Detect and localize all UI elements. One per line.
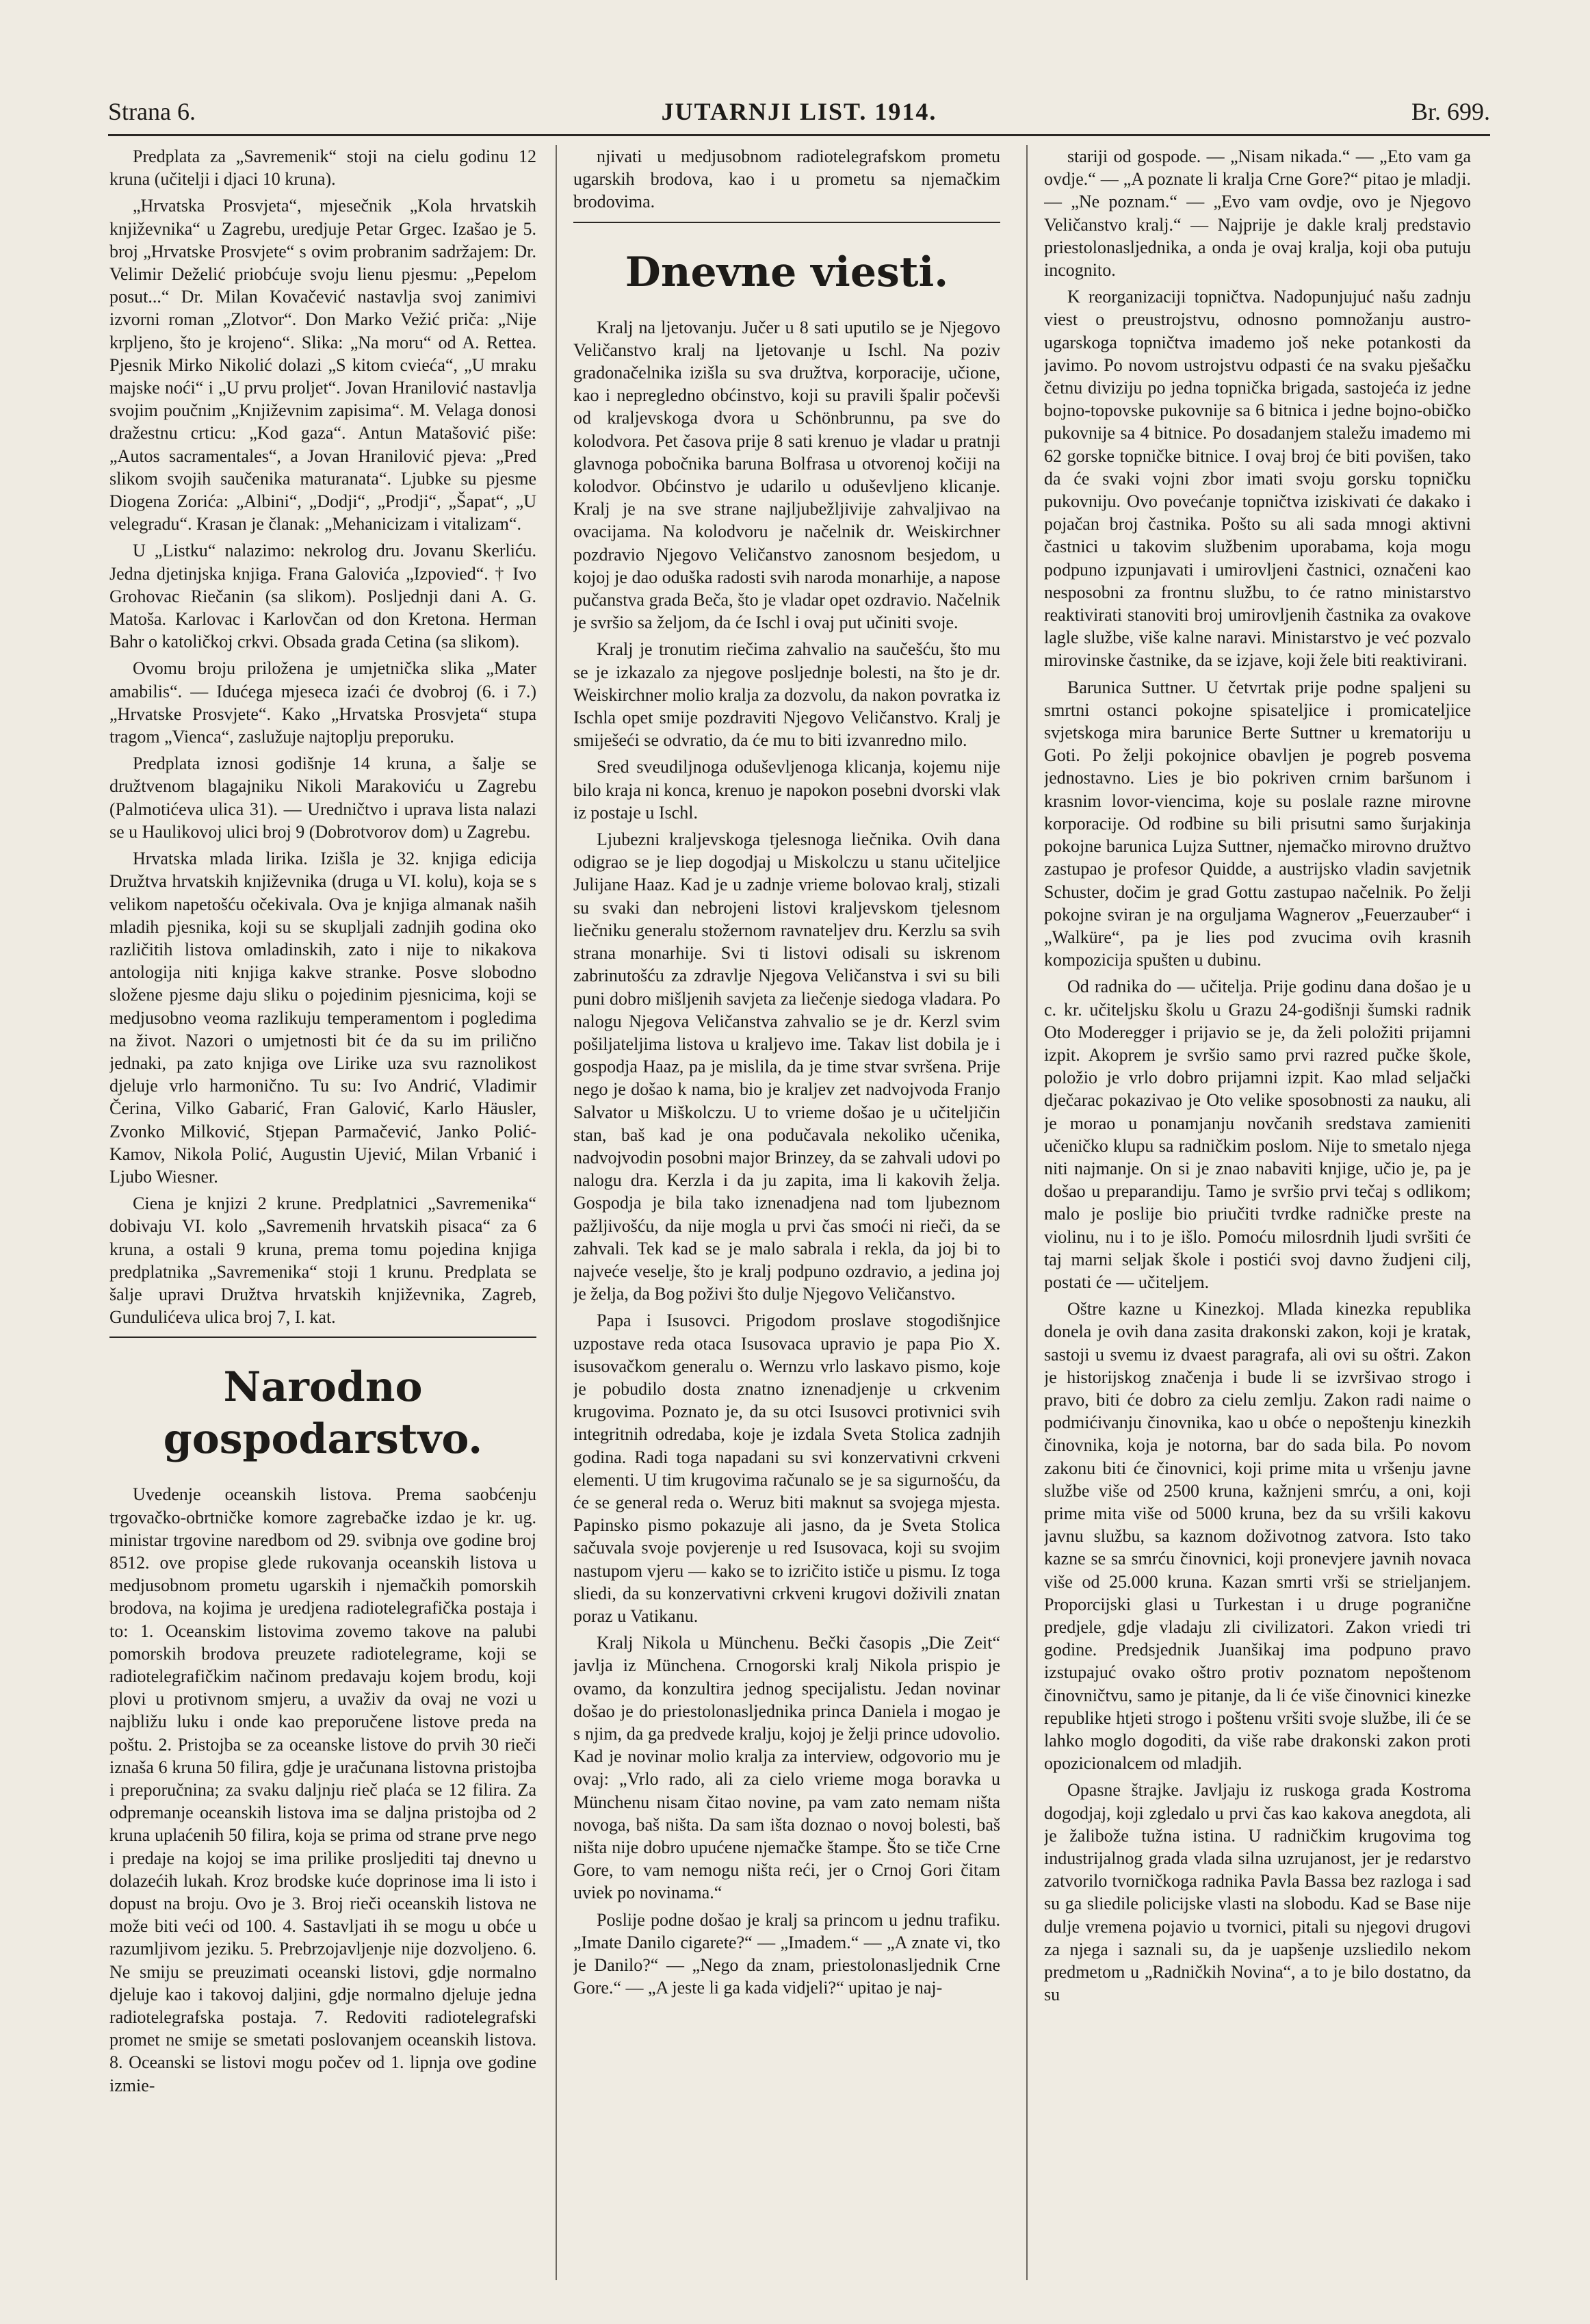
article-paragraph: Uvedenje oceanskih listova. Prema saobćenju trgovačko-obrtničke komore zagrebačke izdao je kr. ug. ministar trgovine naredbom od 29. svibnja ove godine broj 8512. ove propise glede rukovanja oceanskih listova u medjusobnom prometu ugarskih i njemačkih pomorskih brodova, na kojima je uredjena radiotelegrafička postaja i to: 1. Oceanskim listovima zovemo takove na palubi pomorskih brodova preuzete radiotelegrame, koji se radiotelegrafičkim načinom predavaju kojem brodu, koji plovi u protivnom smjeru, a uvaživ da ovaj ne vozi u najbližu luku i onde kao preporučene listove preda na poštu. 2. Pristojba se za oceanske listove do prvih 30 rieči iznaša 6 kruna 50 filira, gdje je uračunana listovna pristojba i preporučnina; za svaku daljnju rieč plaća se 12 filira. Za odpremanje oceanskih listova ima se daljna pristojba od 2 kruna uplaćenih 50 filira, koja se prima od strane prve nego i predaje na kojoj se ima prilike prosljediti taj dnevno u dolazećih lukah. Kroz brodske kuće doprinose ima li isto i dopust na broju. Ovo je 3. Broj rieči oceanskih listova ne može biti veći od 100. 4. Sastavljati ih se mogu u obće u razumljivom jeziku. 5. Prebrzojavljenje nije dozvoljeno. 6. Ne smiju se preuzimati oceanski listovi, gdje normalno djeluje kao i takovoj daljini, gdje normalno djeluje jedna radiotelegrafska postaja. 7. Redoviti radiotelegrafski promet ne smije se smetati poslovanjem oceanskih listova. 8. Oceanski se listovi mogu počev od 1. lipnja ove godine izmie- bbox=[109, 1484, 536, 2095]
page-header bbox=[108, 93, 1490, 136]
issue-number: Br. 699. bbox=[1411, 98, 1490, 125]
article-paragraph: Predplata za „Savremenik“ stoji na cielu godinu 12 kruna (učitelji i djaci 10 kruna). bbox=[109, 146, 536, 190]
article-paragraph: Ljubezni kraljevskoga tjelesnoga liečnika. Ovih dana odigrao se je liep dogodjaj u Miskolczu u stanu učiteljice Julijane Haaz. Kad je u zadnje vrieme bolovao kralj, stizali su svaki dan nebrojeni listovi kraljevskom tjelesnom liečniku generalu stožernom ravnateljev dru. Kerzlu sa svih strana monarhije. Svi ti listovi odisali su iskrenom zabrinutošću za zdravlje Njegova Veličanstva i svi su bili puni dobro mišljenih savjeta za liečenje siedoga vladara. Po nalogu Njegova Veličanstva zahvalio se je dr. Kerzl svim pošiljateljima listova u kraljevo ime. Takav list dobila je i gospodja Haaz, pa je mislila, da je time stvar svršena. Prije nego je došao k nama, bio je kraljev zet nadvojvoda Franjo Salvator u Miškolczu. U to vrieme došao je u učiteljičin stan, baš kad je ona podučavala nekoliko učenika, nadvojvodin posobni major Brinzey, da se zahvali udovi po nalogu dra. Kerzla i da ju zapita, ima li kakovih želja. Gospodja je bila tako iznenadjena nad tom ljubeznom pažljivošću, da nije mogla u prvi čas smoći ni rieči, da se zahvali. Tek kad se je malo sabrala i rekla, da joj bi to najveće veselje, što je kralj podpuno ozdravio, a jedina joj je želja, da Bog poživi što dulje Njegovo Veličanstvo. bbox=[573, 829, 1000, 1304]
column-3 bbox=[1044, 145, 1471, 2280]
section-divider bbox=[573, 222, 1000, 223]
article-paragraph: njivati u medjusobnom radiotelegrafskom prometu ugarskih brodova, kao i u prometu sa njemačkim brodovima. bbox=[573, 146, 1000, 212]
section-heading: Narodno gospodarstvo. bbox=[163, 1363, 483, 1464]
article-paragraph: „Hrvatska Prosvjeta“, mjesečnik „Kola hrvatskih književnika“ u Zagrebu, uredjuje Petar Grgec. Izašao je 5. broj „Hrvatske Prosvjete“ s ovim probranim sadržajem: Dr. Velimir Deželić priobćuje svoju lienu pjesmu: „Pepelom posut...“ Dr. Milan Kovačević nastavlja svoj zanimivi izvorni roman „Zlotvor“. Don Marko Vežić priča: „Nije krpljeno, što je krojeno“. Slika: „Na moru“ od A. Rettea. Pjesnik Mirko Nikolić dolazi „S kitom cvieća“, „U mraku majske noći“ i „U prvu proljet“. Jovan Hranilović nastavlja svojim poučnim „Književnim zapisima“. M. Velaga donosi dražestnu crticu: „Kod gaza“. Antun Matašović piše: „Autos sacramentales“, a Jovan Hranilović pjeva: „Pred slikom svojih saučenika maturanata“. Ljubke su pjesme Diogena Zorića: „Albini“, „Dodji“, „Prodji“, „Šapat“, „U velegradu“. Krasan je članak: „Mehanicizam i vitalizam“. bbox=[109, 196, 536, 534]
article-paragraph: Od radnika do — učitelja. Prije godinu dana došao je u c. kr. učiteljsku školu u Grazu 24-godišnji šumski radnik Oto Moderegger i prijavio se je, da želi položiti prijamni izpit. Akoprem je svršio samo prvi razred pučke škole, položio je vrlo dobro prijamni izpit. Kao mlad seljački dječarac pokazivao je Oto velike sposobnosti za nauku, ali je morao u ponamjanju novčanih sredstava zamieniti učeničko klupu sa radničkim poslom. Nije to smetalo njega niti najmanje. On si je znao nabaviti knjige, učio je, pa je došao u preparandiju. Tamo je svršio prvi tečaj s odlikom; malo je poslije bio priučiti tvrdke radničke preste na violinu, nu i to je išlo. Pomoću milosrdnih ljudi svršiti će taj marni seljak škole i postići svoj davno žudjeni cilj, postati će — učiteljem. bbox=[1044, 977, 1471, 1292]
section-heading: Dnevne viesti. bbox=[625, 248, 949, 296]
article-paragraph: Ovomu broju priložena je umjetnička slika „Mater amabilis“. — Idućega mjeseca izaći će dvobroj (6. i 7.) „Hrvatske Prosvjete“. Kako „Hrvatska Prosvjeta“ stupa tragom „Vienca“, zaslužuje najtoplju preporuku. bbox=[109, 658, 536, 747]
article-paragraph: Barunica Suttner. U četvrtak prije podne spaljeni su smrtni ostanci pokojne spisateljice i promicateljice svjetskoga mira barunice Berte Suttner u krematoriju u Goti. Po želji pokojnice obavljen je pogreb posvema jednostavno. Lies je bio pokriven crnim baršunom i krasnim lovor-viencima, koje su poslale razne mirovne korporacije. Od rodbine su bili prisutni samo šurjakinja pokojne barunica Lujza Suttner, njemačko mirovno družtvo zastupao je profesor Quidde, a austrijsko vladin savjetnik Schuster, dočim je grad Gottu zastupao načelnik. Po želji pokojne sviran je na orguljama Wagnerov „Feuerzauber“ i „Walküre“, pa je lies pod zvucima ovih krasnih kompozicija spušten u dubinu. bbox=[1044, 677, 1471, 970]
column-rule bbox=[556, 145, 557, 2280]
column-2 bbox=[573, 145, 1000, 2280]
column-rule bbox=[1026, 145, 1028, 2280]
article-paragraph: Predplata iznosi godišnje 14 kruna, a šalje se družtvenom blagajniku Nikoli Marakoviću u Zagrebu (Palmotićeva ulica 31). — Uredničtvo i uprava lista nalazi se u Haulikovoj ulici broj 9 (Dobrotvorov dom) u Zagrebu. bbox=[109, 753, 536, 842]
article-paragraph: Oštre kazne u Kinezkoj. Mlada kinezka republika donela je ovih dana zasita drakonski zakon, koji je kratak, sastoji u svemu iz dvaest paragrafa, ali ovi su oštri. Zakon je historijskog značenja i bude li se izvršivao strogo i pravo, biti će dobro za cielu zemlju. Zakon radi naime o podmićivanju činovnika, kao u obće o nepoštenju kinezkih činovnika, koja je notorna, bar do sada bila. Po novom zakonu biti će činovnici, koji prime mita u vršenju javne službe više od 2500 kruna, kažnjeni smrću, a oni, koji prime mita više od 5000 kruna, bez da su vršili kakovu javnu službu, sa kaznom doživotnog zatvora. Isto tako kazne se sa smrću činovnici, koji pronevjere javnih novaca više od 25.000 kruna. Kazan smrti vrši se strieljanjem. Proporcijski glasi u Turkestan i u druge pogranične predjele, gdje vladaju zli civilizatori. Zakon vriedi tri godine. Predsjednik Juanšikaj ima podpuno pravo izstupajuć ovako oštro protiv poznatom nepoštenom činovničtvu, samo je pitanje, da li će više činovnici kinezke republike htjeti strogo i poštenu vršiti svoje službe, ili će se lahko moglo dogoditi, da više rabe drakonski zakon proti opozicionalcem od mladjih. bbox=[1044, 1299, 1471, 1774]
article-paragraph: Hrvatska mlada lirika. Izišla je 32. knjiga edicija Družtva hrvatskih književnika (druga u VI. kolu), koja se s velikom napetošću očekivala. Ova je knjiga almanak naših mladih pjesnika, koji su se skupljali zadnjih godina oko različitih listova omladinskih, zato i nije to nikakova antologija niti knjiga kakve stranke. Posve slobodno složene pjesme daju sliku o pojedinim pjesnicima, koji se medjusobno veoma razlikuju temperamentom i pogledima na život. Nazori o umjetnosti bit će da su im prilično jednaki, pa zato knjiga ove Lirike uza svu raznolikost djeluje vrlo harmonično. Tu su: Ivo Andrić, Vladimir Čerina, Vilko Gabarić, Fran Galović, Karlo Häusler, Zvonko Milković, Stjepan Parmačević, Janko Polić-Kamov, Nikola Polić, Augustin Ujević, Milan Vrbanić i Ljubo Wiesner. bbox=[109, 849, 536, 1187]
article-paragraph: Ciena je knjizi 2 krune. Predplatnici „Savremenika“ dobivaju VI. kolo „Savremenih hrvatskih pisaca“ za 6 kruna, a ostali 9 kruna, prema tomu pojedina knjiga predplatnika „Savremenika“ stoji 1 krunu. Predplata se šalje upravi Družtva hrvatskih književnika, Zagreb, Gundulićeva ulica broj 7, I. kat. bbox=[109, 1193, 536, 1328]
article-paragraph: Sred sveudiljnoga oduševljenoga klicanja, kojemu nije bilo kraja ni konca, krenuo je napokon posebni dvorski vlak iz postaje u Ischl. bbox=[573, 757, 1000, 823]
article-paragraph: Kralj Nikola u Münchenu. Bečki časopis „Die Zeit“ javlja iz Münchena. Crnogorski kralj Nikola prispio je ovamo, da konzultira jednog specijalistu. Jedan novinar došao je do priestolonasljednika princa Daniela i mogao je s njim, da ga predvede kralju, kojoj je želji prince udovolio. Kad je novinar molio kralja za interview, odgovorio mu je ovaj: „Vrlo rado, ali za cielo vrieme moga boravka u Münchenu nisam čitao novine, pa vam zato nemam ništa novoga, baš ništa. Da sam išta doznao o novoj bolesti, baš ništa nije dobro upućene njemačke štampe. Što se tiče Crne Gore, to vam nemogu ništa reći, jer o Crnoj Gori čitam uviek po novinama.“ bbox=[573, 1633, 1000, 1903]
column-1 bbox=[109, 145, 536, 2280]
newspaper-title: JUTARNJI LIST. 1914. bbox=[661, 98, 937, 125]
page-number: Strana 6. bbox=[108, 98, 196, 125]
article-paragraph: K reorganizaciji topničtva. Nadopunjujuć našu zadnju viest o preustrojstvu, odnosno pomnožanju austro-ugarskoga topničtva imademo još neke potankosti da javimo. Po novom ustrojstvu odpasti će na svaku pješačku četnu diviziju po jedna topnička brigada, sastojeća iz jedne bojno-topovske pukovnije sa 6 bitnica i jedne bojno-običko pukovnije sa 4 bitnice. Po dosadanjem staležu imademo mi 62 gorske topničke bitnice. I ovaj broj će biti povišen, tako da će svaki vojni zbor imati svoju gorsku topničku pukovniju. Ovo povećanje topničtva iziskivati će dakako i pojačan broj častnika. Pošto su ali sada mnogi aktivni častnici u takovim službenim uporabama, koja mogu podpuno izpunjavati i umirovljeni častnici, označeni kao nesposobni za frontnu službu, to će ratno ministarstvo reaktivirati stanoviti broj umirovljenih častnika za ovakove lagle službe, više kalne naravi. Ministarstvo je već pozvalo mirovinske častnike, da se izjave, koji žele biti reaktivirani. bbox=[1044, 287, 1471, 671]
article-paragraph: stariji od gospode. — „Nisam nikada.“ — „Eto vam ga ovdje.“ — „A poznate li kralja Crne Gore?“ pitao je mladji. — „Ne poznam.“ — „Evo vam ovdje, ovo je Njegovo Veličanstvo kralj.“ — Najprije je dakle kralj predstavio priestolonasljednika, a onda je ovaj kralja, koji oba putuju incognito. bbox=[1044, 146, 1471, 281]
article-paragraph: U „Listku“ nalazimo: nekrolog dru. Jovanu Skerliću. Jedna djetinjska knjiga. Frana Galovića „Izpovied“. † Ivo Grohovac Riečanin (sa slikom). Posljednji dani A. G. Matoša. Karlovac i Karlovčan od don Kretona. Herman Bahr o katoličkoj crkvi. Obsada grada Cetina (sa slikom). bbox=[109, 541, 536, 652]
article-paragraph: Kralj je tronutim riečima zahvalio na saučešću, što mu se je izkazalo za njegove posljednje bolesti, na što je dr. Weiskirchner molio kralja za dozvolu, da nakon povratka iz Ischla opet smije pozdraviti Njegovo Veličanstvo. Kralj je smiješeći se odvratio, da će mu to biti izvanredno milo. bbox=[573, 639, 1000, 751]
article-paragraph: Kralj na ljetovanju. Jučer u 8 sati uputilo se je Njegovo Veličanstvo kralj na ljetovanje u Ischl. Na poziv gradonačelnika izišla su sva družtva, korporacije, učione, kao i nepregledno obćinstvo, koji su pravili špalir počevši od kraljevskoga dvora u Schönbrunnu, pa sve do kolodvora. Pet časova prije 8 sati krenuo je vladar u pratnji glavnoga pobočnika baruna Bolfrasa u otvorenoj kočiji na kolodvor. Obćinstvo je udarilo u oduševljeno klicanje. Kralj je na sve strane najljubežljivije zahvaljivao na ovacijama. Na kolodvoru je načelnik dr. Weiskirchner pozdravio Njegovo Veličanstvo zanosnom besjedom, u kojoj je dao oduška radosti svih naroda monarhije, a napose pučanstva grada Beča, što je vladar opet ozdravio. Načelnik je svršio sa željom, da će Ischl i ovaj put učiniti svoje. bbox=[573, 317, 1000, 633]
section-divider bbox=[109, 1337, 536, 1338]
article-paragraph: Opasne štrajke. Javljaju iz ruskoga grada Kostroma dogodjaj, koji zgledalo u prvi čas kao kakova anegdota, ali je žalibože tužna istina. U radničkim krugovima tog industrijalnog grada vlada silna uzrujanost, jer je redarstvo zatvorilo tvorničkoga radnika Pavla Bassa bez razloga i sad su ga sliedile policijske vlasti na slobodu. Kad se Base nije dulje vremena pojavio u tvornici, pitali su njegovi drugovi za njega i saznali su, da je uapšenje uzsliedilo nekom predmetom u „Radničkih Novina“, a to je bilo dostatno, da su bbox=[1044, 1780, 1471, 2005]
article-paragraph: Papa i Isusovci. Prigodom proslave stogodišnjice uzpostave reda otaca Isusovaca upravio je papa Pio X. isusovačkom generalu o. Wernzu vrlo laskavo pismo, koje je pobudilo dosta znatno iznenadjenje u crkvenim krugovima. Poznato je, da su otci Isusovci protivnici svih integritnih odredaba, koje je izdala Sveta Stolica zadnjih godina. Radi toga napadani su svi konzervativni crkveni elementi. U tim krugovima računalo se je sa sigurnošću, da će se general reda o. Weruz biti maknut sa svojega mjesta. Papinsko pismo pokazuje ali jasno, da je Sveta Stolica sačuvala svoje povjerenje u red Isusovaca, koji su svojim nastupom vjeru — kako se to izričito ističe u pismu. Iz toga sliedi, da su konzervativni crkveni krugovi doživili znatan poraz u Vatikanu. bbox=[573, 1311, 1000, 1626]
article-paragraph: Poslije podne došao je kralj sa princom u jednu trafiku. „Imate Danilo cigarete?“ — „Imadem.“ — „A znate vi, tko je Danilo?“ — „Nego da znam, priestolonasljednik Crne Gore.“ — „A jeste li ga kada vidjeli?“ upitao je naj- bbox=[573, 1909, 1000, 1998]
